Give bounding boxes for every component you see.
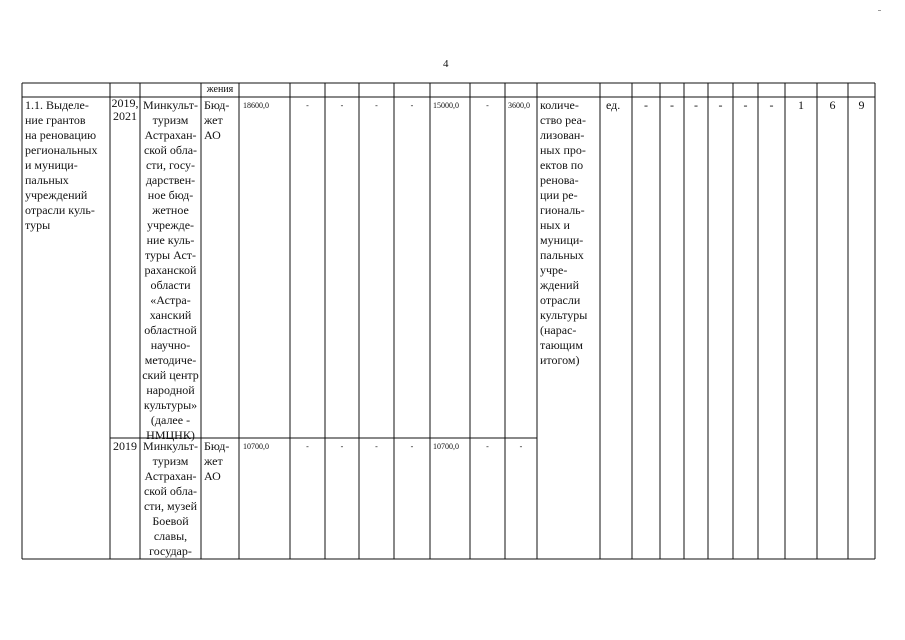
indicator-value: -	[644, 98, 648, 112]
amount-cell: -	[306, 101, 309, 110]
amount-cell: -	[410, 442, 414, 451]
indicator-value: -	[769, 98, 774, 112]
indicator-value: -	[670, 98, 674, 112]
entry-funding-source: Бюд- жет АО	[204, 439, 230, 483]
header-fragment: жения	[206, 84, 234, 95]
entry-executor: Минкульт- туризм Астрахан- ской обла- сти, музей Боевой славы, государ-	[143, 439, 198, 558]
amount-total: 18600,0	[243, 101, 269, 110]
task-name: 1.1. Выделе- ние грантов на реновацию региональных и муници- пальных учреждений отрасли куль- туры	[25, 98, 98, 232]
amount-cell: 10700,0	[433, 442, 459, 451]
amount-cell: -	[375, 442, 378, 451]
indicator-value: 6	[829, 98, 836, 112]
amount-cell: -	[306, 442, 309, 451]
amount-cell: -	[340, 442, 344, 451]
entry-years: 2019	[113, 439, 137, 453]
amount-cell: -	[486, 442, 489, 451]
amount-total: 10700,0	[243, 442, 269, 451]
entry-years: 2019, 2021	[111, 96, 139, 123]
indicator-value: 9	[858, 98, 865, 112]
amount-cell: -	[340, 101, 344, 110]
indicator-value: -	[743, 98, 748, 112]
page-number: 4	[443, 58, 449, 70]
indicator-value: 1	[798, 98, 804, 112]
amount-cell: 15000,0	[433, 101, 459, 110]
entry-executor: Минкульт- туризм Астрахан- ской обла- сти, госу- дарствен- ное бюд- жетное учрежде- ние куль- туры Аст- раханской области «Астра- ханский областной научно- методиче- ский центр народной культуры» (далее - НМЦНК)	[142, 98, 199, 442]
amount-cell: -	[410, 101, 414, 110]
amount-cell: -	[375, 101, 378, 110]
entry-funding-source: Бюд- жет АО	[204, 98, 230, 142]
amount-cell: -	[519, 442, 523, 451]
amount-cell: 3600,0	[508, 101, 530, 110]
indicator-name: количе- ство реа- лизован- ных про- ектов по ренова- ции ре- гиональ- ных и муници- пальных учре- ждений отрасли культуры (нарас- тающим итогом)	[540, 98, 588, 367]
amount-cell: -	[486, 101, 489, 110]
indicator-unit: ед.	[606, 98, 621, 112]
indicator-value: -	[718, 98, 723, 112]
indicator-value: -	[694, 98, 698, 112]
